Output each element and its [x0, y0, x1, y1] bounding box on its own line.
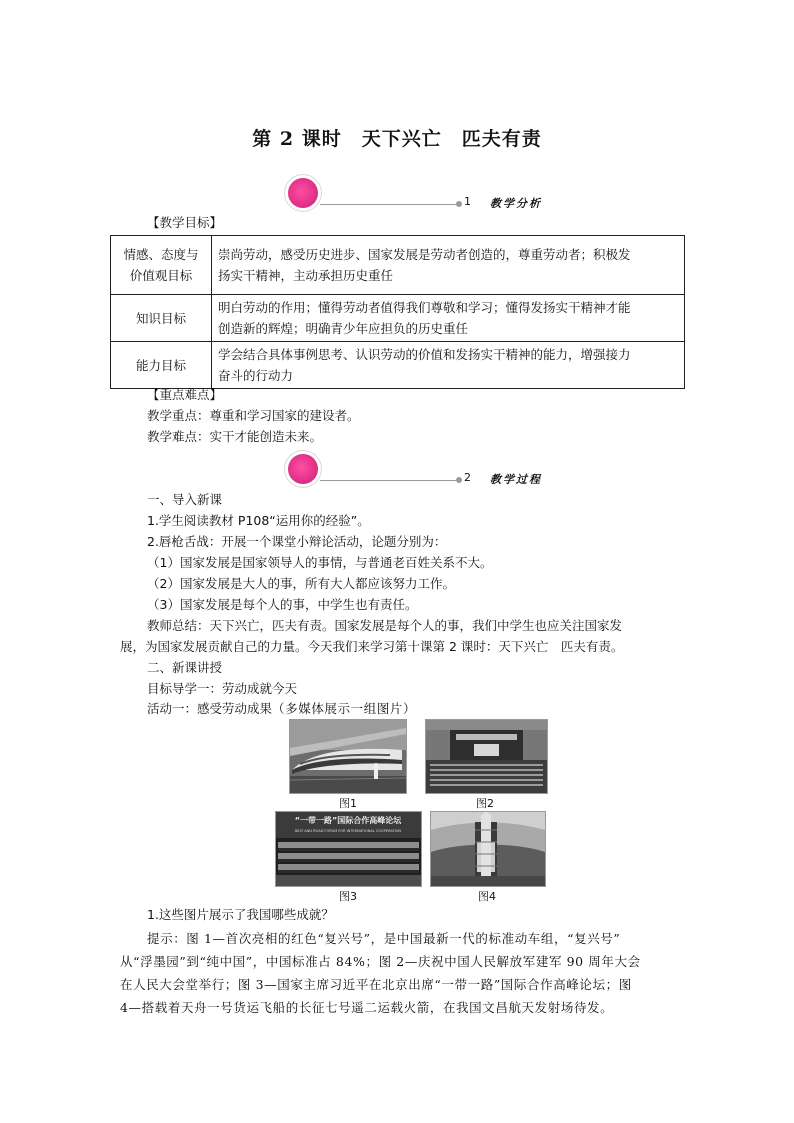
goal-content-cell [212, 342, 685, 389]
section-banner-process [284, 452, 584, 492]
banner-line [320, 204, 458, 205]
cell-line: 明白劳动的作用；懂得劳动者值得我们尊敬和学习；懂得发扬实干精神才能 [218, 300, 631, 315]
pink-circle-icon [288, 178, 318, 208]
intro-heading: 一、导入新课 [147, 492, 223, 507]
goal-type-cell [111, 236, 212, 295]
goal-type-cell [111, 342, 212, 389]
cell-line: 知识目标 [135, 310, 186, 326]
goal-content-cell [212, 236, 685, 295]
new-lesson-heading: 二、新课讲授 [147, 660, 223, 675]
figure-2-caption: 图2 [476, 797, 494, 810]
figure-4-image [430, 811, 546, 887]
pink-circle-icon [288, 454, 318, 484]
teaching-focus: 教学重点：尊重和学习国家的建设者。 [147, 408, 360, 423]
goal-type-cell [111, 295, 212, 342]
section-label: 教学分析 [490, 197, 542, 210]
debate-topic: （1）国家发展是国家领导人的事情，与普通老百姓关系不大。 [147, 555, 493, 570]
forum-banner-subtext: BELT AND ROAD FORUM FOR INTERNATIONAL COOPERATION [294, 829, 402, 833]
section-number: 1 [464, 195, 471, 208]
figure-1-image [289, 719, 407, 794]
key-points-heading: 【重点难点】 [147, 387, 223, 402]
cell-line: 创造新的辉煌；明确青少年应担负的历史重任 [218, 321, 469, 336]
intro-step-2: 2.唇枪舌战：开展一个课堂小辩论活动，论题分别为： [147, 534, 447, 549]
goal-content-cell [212, 295, 685, 342]
activity-title: 活动一：感受劳动成果 [147, 701, 273, 716]
figure-4-caption: 图4 [478, 890, 496, 903]
table-row [111, 342, 685, 389]
banner-dot-icon [456, 477, 462, 483]
cell-line: 学会结合具体事例思考、认识劳动的价值和发扬实干精神的能力，增强接力 [218, 347, 631, 362]
teacher-summary-line: 展，为国家发展贡献自己的力量。今天我们来学习第十课第 2 课时：天下兴亡 匹夫有责。 [120, 639, 624, 654]
teaching-goals-table [110, 235, 685, 389]
section-number: 2 [464, 471, 471, 484]
cell-line: 能力目标 [135, 357, 186, 373]
banner-line [320, 480, 458, 481]
debate-topic: （2）国家发展是大人的事，所有大人都应该努力工作。 [147, 576, 455, 591]
forum-banner-text: “一带一路”国际合作高峰论坛 [294, 816, 402, 825]
cell-line: 扬实干精神，主动承担历史重任 [218, 268, 394, 283]
hint-line: 在人民大会堂举行；图 3—国家主席习近平在北京出席“一带一路”国际合作高峰论坛；图 [120, 977, 632, 992]
hint-line: 4—搭载着天舟一号货运飞船的长征七号遥二运载火箭，在我国文昌航天发射场待发。 [120, 1000, 614, 1015]
teacher-summary-line: 教师总结：天下兴亡，匹夫有责。国家发展是每个人的事，我们中学生也应关注国家发 [147, 618, 623, 633]
figure-3-image [275, 811, 422, 887]
question-1: 1.这些图片展示了我国哪些成就？ [147, 907, 334, 922]
cell-line: 崇尚劳动，感受历史进步、国家发展是劳动者创造的，尊重劳动者；积极发 [218, 247, 631, 262]
figure-1-caption: 图1 [339, 797, 357, 810]
intro-step-1: 1.学生阅读教材 P108“运用你的经验”。 [147, 513, 370, 528]
debate-topic: （3）国家发展是每个人的事，中学生也有责任。 [147, 597, 418, 612]
table-row [111, 295, 685, 342]
cell-line: 价值观目标 [129, 268, 193, 283]
banner-dot-icon [456, 201, 462, 207]
hint-line: 提示：图 1—首次亮相的红色“复兴号”，是中国最新一代的标准动车组，“复兴号” [147, 931, 621, 946]
guide-goal-1: 目标导学一：劳动成就今天 [147, 681, 298, 696]
lesson-title: 第 2 课时 天下兴亡 匹夫有责 [252, 128, 542, 150]
figure-3-caption: 图3 [339, 890, 357, 903]
figure-2-image [425, 719, 548, 794]
hint-line: 从“浮墨园”到“纯中国”，中国标准占 84%；图 2—庆祝中国人民解放军建军 90 周年大会 [120, 954, 641, 969]
activity-1 [147, 698, 416, 719]
section-label: 教学过程 [490, 473, 542, 486]
table-row [111, 236, 685, 295]
section-banner-analysis [284, 176, 584, 216]
activity-note: （多媒体展示一组图片） [272, 701, 417, 716]
goals-heading: 【教学目标】 [147, 215, 223, 230]
cell-line: 情感、态度与 [123, 247, 199, 262]
teaching-difficulty: 教学难点：实干才能创造未来。 [147, 429, 323, 444]
cell-line: 奋斗的行动力 [218, 368, 294, 383]
